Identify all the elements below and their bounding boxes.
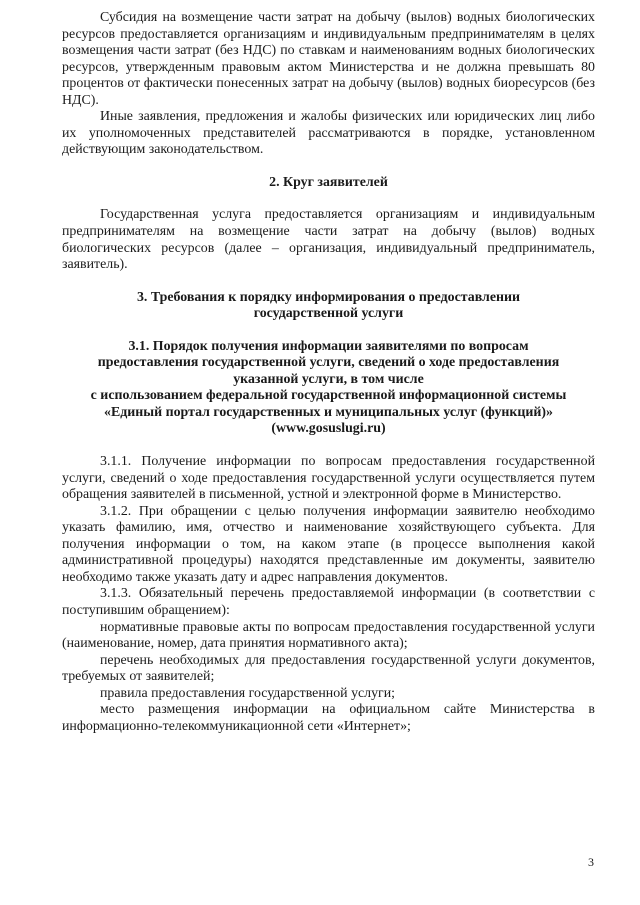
list-item-documents: перечень необходимых для предоставления государственной услуги документов, требуемых от заявителей; — [62, 652, 595, 685]
paragraph-3-1-2: 3.1.2. При обращении с целью получения информации заявителю необходимо указать фамилию, имя, отчество и наименование хозяйствующего субъекта. Для получения информации о том, на каком этапе (в процессе выполнения какой административной процедуры) находятся представленные им документы, заявителю необходимо также указать дату и адрес направления документов. — [62, 503, 595, 585]
heading-section-3-1-line: 3.1. Порядок получения информации заявителями по вопросам — [128, 338, 529, 354]
heading-section-3-1-line: предоставления государственной услуги, сведений о ходе предоставления — [97, 355, 560, 371]
paragraph-subsidy: Субсидия на возмещение части затрат на добычу (вылов) водных биологических ресурсов предоставляется организациям и индивидуальным предпринимателям в целях возмещения части затрат (без НДС) по ставкам и наименованиям водных биологических ресурсов, утвержденным правовым актом Министерства и не должна превышать 80 процентов от фактически понесенных затрат на добычу (вылов) водных биоресурсов (без НДС). — [62, 10, 595, 108]
list-item-normative-acts: нормативные правовые акты по вопросам предоставления государственной услуги (наименование, номер, дата принятия нормативного акта); — [62, 619, 595, 652]
list-item-rules: правила предоставления государственной услуги; — [100, 685, 396, 701]
heading-section-3-1-line: с использованием федеральной государственной информационной системы — [90, 388, 567, 404]
heading-section-3 — [62, 290, 595, 323]
heading-section-3-line: 3. Требования к порядку информирования о предоставлении — [136, 289, 521, 305]
paragraph-applicants: Государственная услуга предоставляется организациям и индивидуальным предпринимателям на возмещение части затрат на добычу (вылов) водных биологических ресурсов (далее – организация, индивидуальный предприниматель, заявитель). — [62, 207, 595, 273]
paragraph-other-applications: Иные заявления, предложения и жалобы физических или юридических лиц либо их уполномоченных представителей рассматриваются в порядке, установленном действующим законодательством. — [62, 109, 595, 158]
paragraph-3-1-3: 3.1.3. Обязательный перечень предоставляемой информации (в соответствии с поступившим обращением): — [62, 586, 595, 618]
heading-section-2: 2. Круг заявителей — [269, 174, 388, 190]
page-number: 3 — [588, 855, 594, 869]
heading-section-3-1-line: «Единый портал государственных и муниципальных услуг (функций)» — [104, 404, 553, 420]
heading-section-3-line: государственной услуги — [253, 306, 404, 322]
list-item-website: место размещения информации на официальном сайте Министерства в информационно-телекоммуникационной сети «Интернет»; — [62, 702, 595, 734]
heading-section-3-1-line: (www.gosuslugi.ru) — [271, 421, 386, 437]
paragraph-3-1-1: 3.1.1. Получение информации по вопросам предоставления государственной услуги, сведений о ходе предоставления государственной услуги осуществляется путем обращения заявителей в письменной, устной и электронной форме в Министерство. — [62, 454, 595, 503]
document-page — [62, 10, 595, 735]
heading-section-3-1 — [62, 339, 595, 438]
heading-section-3-1-line: указанной услуги, в том числе — [233, 371, 424, 387]
